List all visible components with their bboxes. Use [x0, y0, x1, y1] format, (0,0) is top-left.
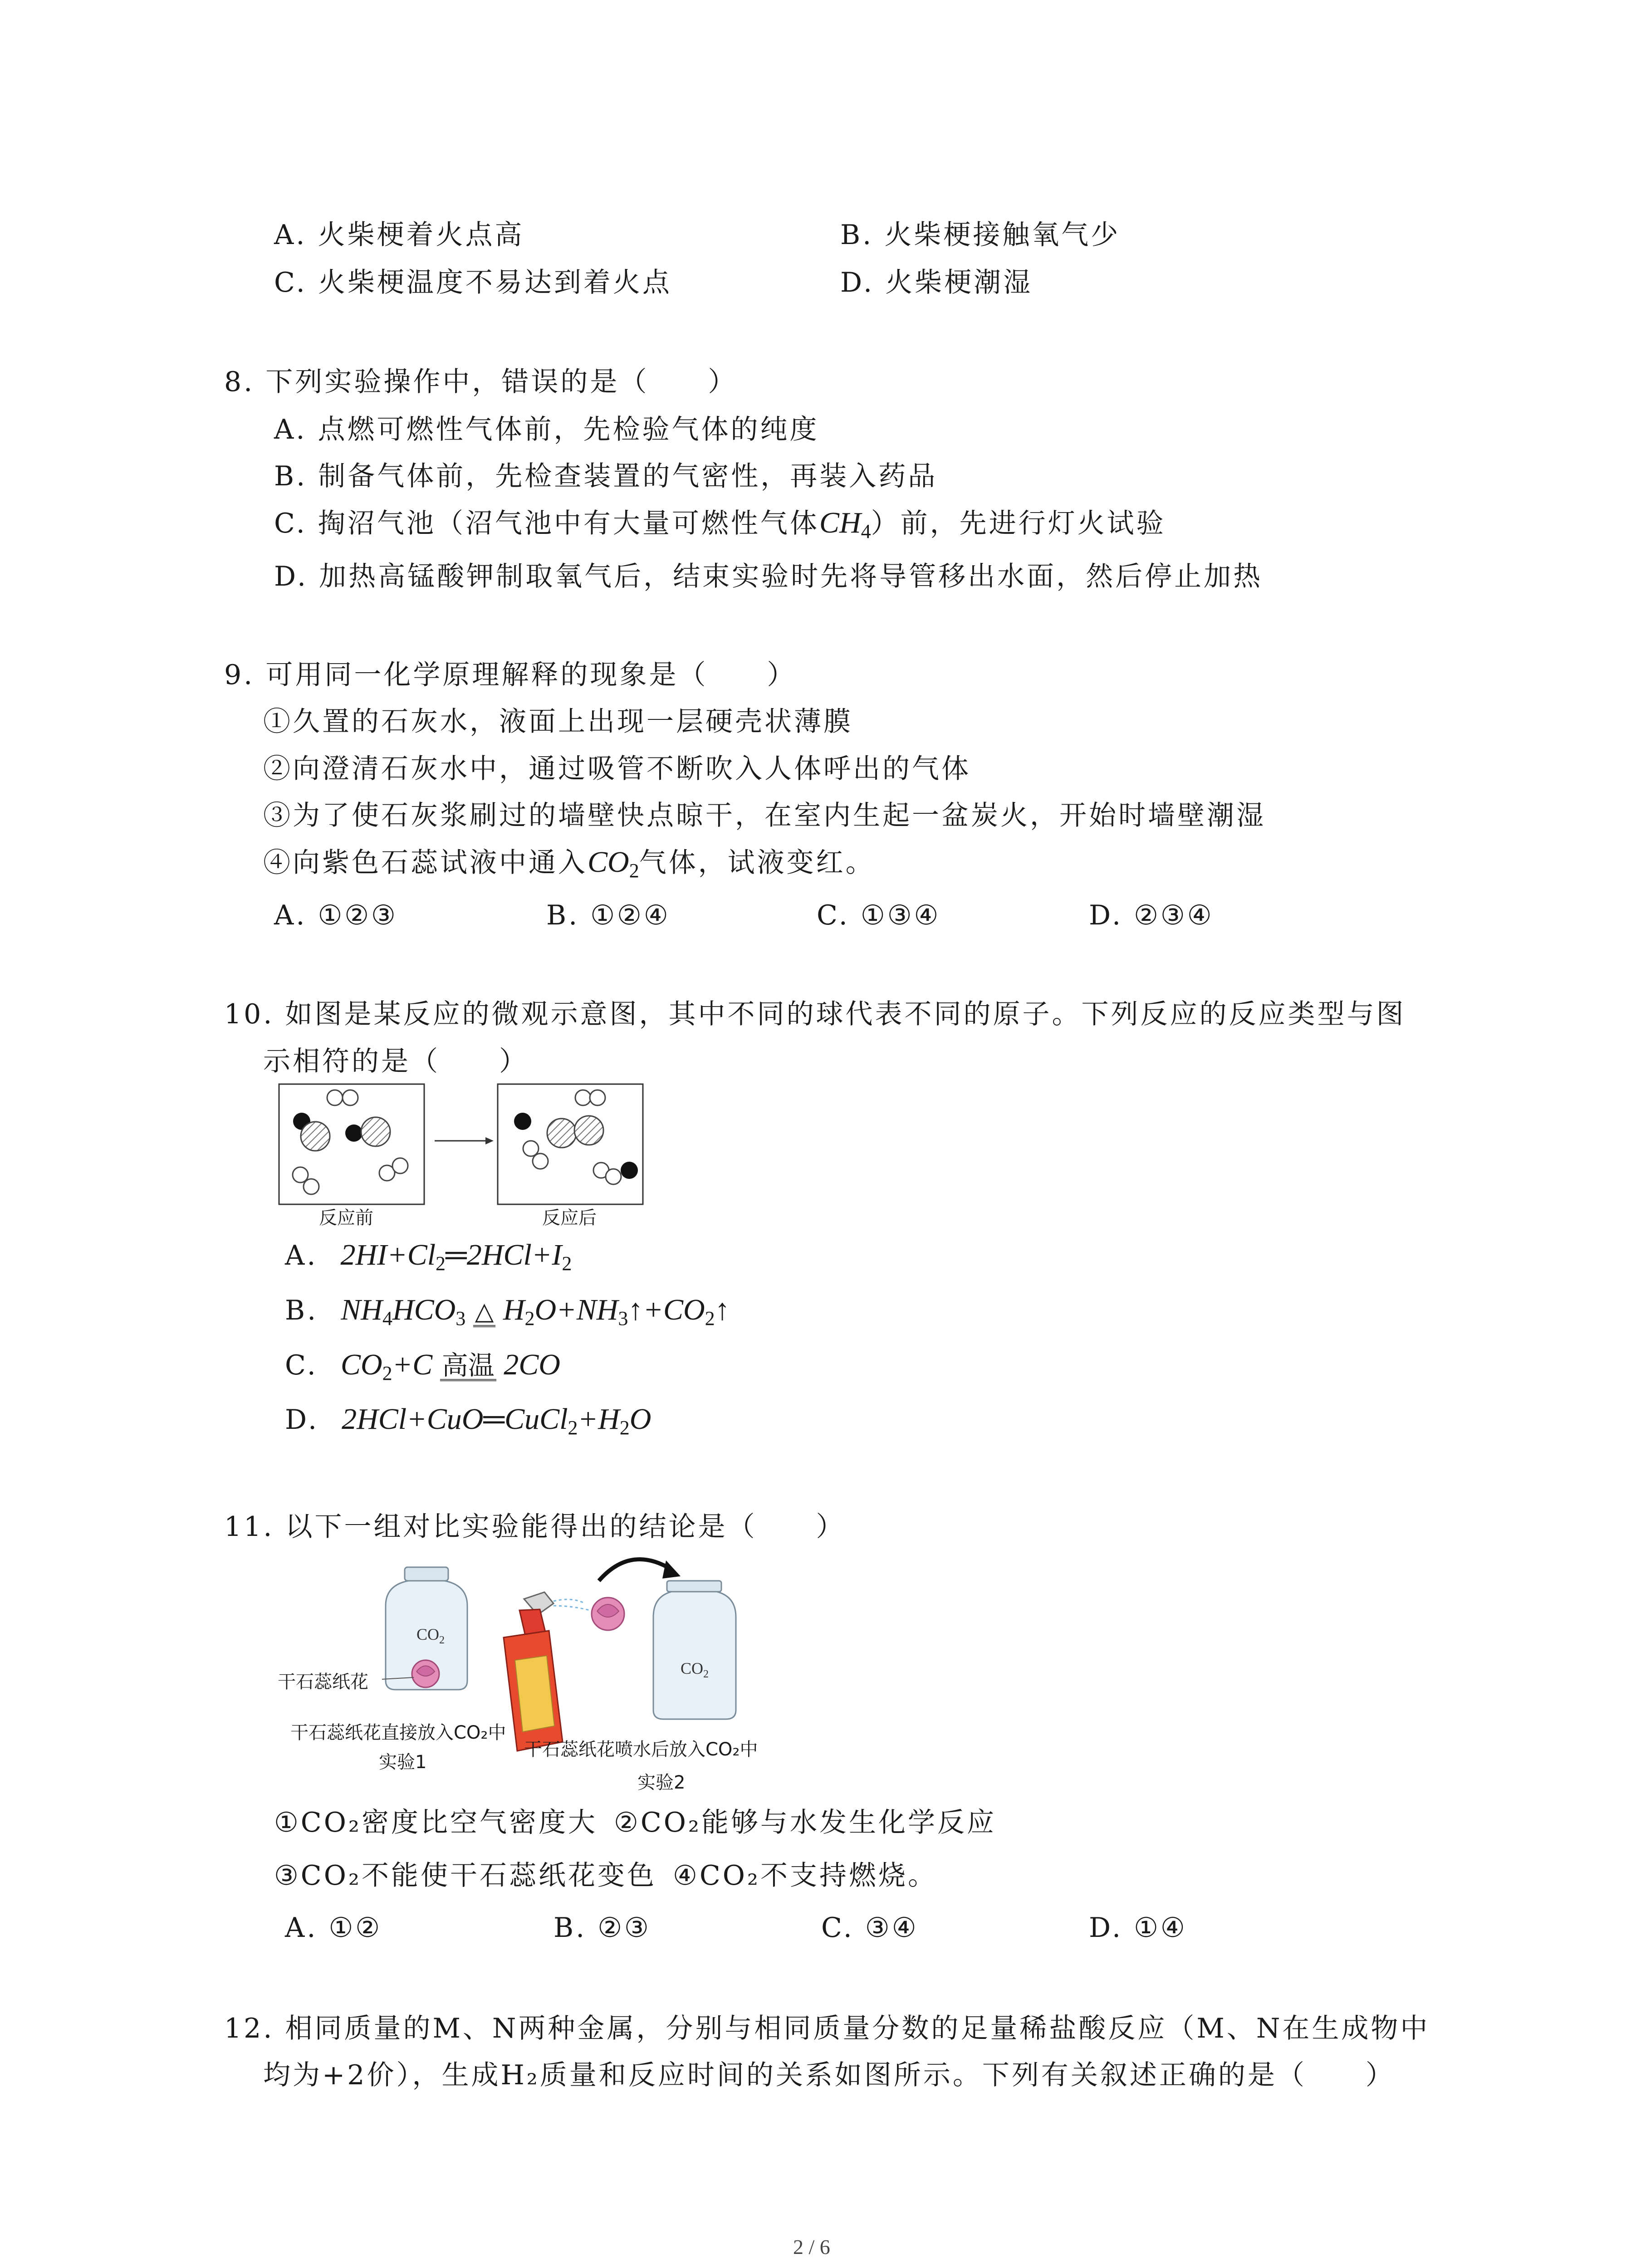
q8-option-b: B. 制备气体前，先检查装置的气密性，再装入药品 [274, 460, 938, 492]
q11-label-exp2-desc: 干石蕊纸花喷水后放入CO₂中 [524, 1739, 758, 1760]
q11-option-b: B. ②③ [554, 1912, 651, 1944]
svg-text:CO: CO [681, 1659, 704, 1677]
q9-option-a: A. ①②③ [274, 899, 398, 931]
q8-option-c-pre: C. 掏沼气池（沼气池中有大量可燃性气体 [274, 508, 819, 539]
q8-option-c-post: ）前，先进行灯火试验 [871, 508, 1166, 539]
page-number: 2 / 6 [793, 2235, 830, 2258]
q11-option-d: D. ①④ [1089, 1912, 1187, 1944]
q10-option-d: D. $2HCl+CuO═CuCl_2+H_2O$ [285, 1403, 652, 1439]
q10-option-a: A. $2HI+Cl_2═2HCl+I_2$ [285, 1238, 572, 1275]
q11-conclusions-line1: ①CO₂密度比空气密度大 ②CO₂能够与水发生化学反应 [274, 1807, 996, 1838]
q10-option-c: C. $CO_2+C$ 高温 2CO [285, 1348, 560, 1384]
q7-option-b: B. 火柴梗接触氧气少 [840, 219, 1121, 251]
q10-stem-line2: 示相符的是（ ） [263, 1046, 529, 1077]
q11-label-exp1-desc: 干石蕊纸花直接放入CO₂中 [290, 1722, 506, 1743]
q9-statement-1: ①久置的石灰水，液面上出现一层硬壳状薄膜 [263, 706, 853, 738]
q11-option-a: A. ①② [285, 1912, 382, 1944]
q8-option-d: D. 加热高锰酸钾制取氧气后，结束实验时先将导管移出水面，然后停止加热 [274, 561, 1263, 592]
q9-stem: 9. 可用同一化学原理解释的现象是（ ） [224, 659, 797, 691]
q11-label-flower: 干石蕊纸花 [278, 1672, 368, 1692]
q7-option-d: D. 火柴梗潮湿 [840, 267, 1033, 298]
svg-text:CO: CO [416, 1625, 440, 1643]
q10-caption-after: 反应后 [542, 1207, 597, 1228]
q10-caption-before: 反应前 [319, 1207, 373, 1228]
q9-statement-3: ③为了使石灰浆刷过的墙壁快点晾干，在室内生起一盆炭火，开始时墙壁潮湿 [263, 800, 1266, 831]
q7-option-a: A. 火柴梗着火点高 [274, 219, 524, 251]
q11-label-exp1: 实验1 [379, 1752, 427, 1773]
q10-option-b: B. $NH_4HCO_3$ △ $H_2O+NH_3↑+CO_2↑$ [285, 1293, 730, 1330]
q11-label-exp2: 实验2 [637, 1772, 686, 1793]
q11-option-c: C. ③④ [821, 1912, 919, 1944]
q9-statement-2: ②向澄清石灰水中，通过吸管不断吹入人体呼出的气体 [263, 753, 971, 785]
q12-stem-line2: 均为+2价），生成H₂质量和反应时间的关系如图所示。下列有关叙述正确的是（ ） [263, 2059, 1395, 2091]
q8-stem: 8. 下列实验操作中，错误的是（ ） [224, 366, 738, 398]
q11-conclusions-line2: ③CO₂不能使干石蕊纸花变色 ④CO₂不支持燃烧。 [274, 1860, 937, 1892]
q8-option-c-formula: $CH_4$ [819, 506, 871, 543]
q7-option-c: C. 火柴梗温度不易达到着火点 [274, 267, 672, 298]
flower-2 [592, 1598, 624, 1630]
jar-2 [653, 1581, 736, 1719]
q10-stem-line1: 10. 如图是某反应的微观示意图，其中不同的球代表不同的原子。下列反应的反应类型与图 [224, 998, 1406, 1030]
q11-stem: 11. 以下一组对比实验能得出的结论是（ ） [224, 1511, 846, 1543]
q9-statement-4: ④向紫色石蕊试液中通入$CO_2$气体，试液变红。 [263, 846, 875, 882]
q8-option-a: A. 点燃可燃性气体前，先检验气体的纯度 [274, 414, 819, 445]
svg-text:2: 2 [439, 1634, 445, 1646]
jar-1 [382, 1567, 467, 1690]
svg-text:2: 2 [703, 1668, 709, 1680]
spray-bottle [504, 1592, 590, 1751]
q9-option-c: C. ①③④ [817, 899, 941, 931]
q12-stem-line1: 12. 相同质量的M、N两种金属，分别与相同质量分数的足量稀盐酸反应（M、N在生成物中 [224, 2013, 1430, 2044]
q8-option-c [274, 505, 1166, 550]
q9-option-d: D. ②③④ [1089, 899, 1214, 931]
q9-option-b: B. ①②④ [546, 899, 671, 931]
